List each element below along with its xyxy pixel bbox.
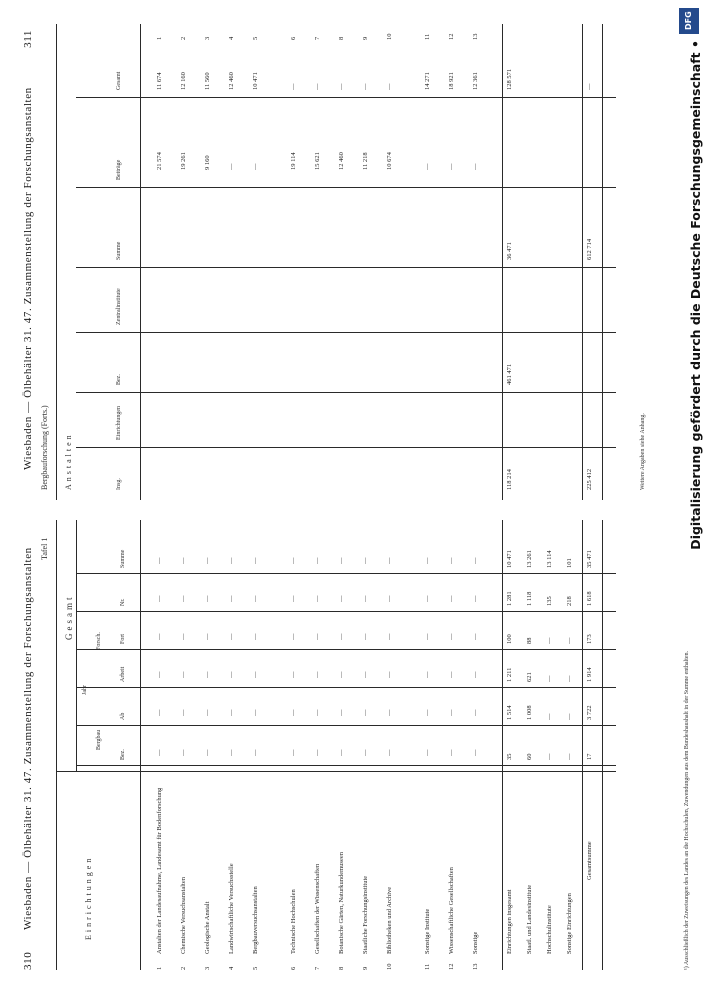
row-value: — xyxy=(314,557,321,564)
row-value: — xyxy=(338,709,345,716)
sum-value: 135 xyxy=(546,596,553,606)
row-value: — xyxy=(156,749,163,756)
row-number: 3 xyxy=(204,966,211,970)
right-row-value: 5 xyxy=(252,36,259,40)
right-row-value: 14 271 xyxy=(424,72,431,90)
right-row-value: 10 471 xyxy=(252,72,259,90)
left-col-divider xyxy=(76,766,616,767)
table-bottom-rule xyxy=(602,520,603,970)
left-col-divider xyxy=(76,688,616,689)
right-row-value: — xyxy=(424,163,431,170)
right-total-value: — xyxy=(586,83,593,90)
right-column-group: Anstalten xyxy=(64,432,73,490)
sum-label: Einrichtungen insgesamt xyxy=(506,889,513,954)
total-value: 1 914 xyxy=(586,667,593,682)
row-value: — xyxy=(448,749,455,756)
right-row-value: 12 361 xyxy=(472,72,479,90)
row-value: — xyxy=(424,633,431,640)
row-value: — xyxy=(314,749,321,756)
right-sum-rule xyxy=(502,24,503,500)
right-sum-value: 461 471 xyxy=(506,363,513,385)
right-row-value: 2 xyxy=(180,36,187,40)
row-number: 6 xyxy=(290,966,297,970)
left-col-head: Ab xyxy=(120,712,126,720)
row-label: Bibliotheken und Archive xyxy=(386,886,393,954)
row-value: — xyxy=(362,709,369,716)
row-value: — xyxy=(424,709,431,716)
row-value: — xyxy=(180,595,187,602)
row-number: 13 xyxy=(472,963,479,970)
row-value: — xyxy=(204,749,211,756)
row-value: — xyxy=(362,671,369,678)
right-header-bottom-rule xyxy=(140,24,141,500)
row-value: — xyxy=(472,633,479,640)
row-label: Sonstige xyxy=(472,931,479,954)
sum-value: 60 xyxy=(526,753,533,760)
right-col-divider xyxy=(76,393,616,394)
stub-heading: Einrichtungen xyxy=(84,855,93,940)
sum-value: — xyxy=(546,753,553,760)
sum-value: 10 471 xyxy=(506,550,513,568)
right-col-divider xyxy=(76,448,616,449)
right-row-value: 12 460 xyxy=(338,152,345,170)
right-row-value: — xyxy=(228,163,235,170)
row-value: — xyxy=(424,595,431,602)
left-col-divider xyxy=(76,574,616,575)
sum-value: 621 xyxy=(526,672,533,682)
sum-value: 13 261 xyxy=(526,550,533,568)
row-value: — xyxy=(290,671,297,678)
sum-value: — xyxy=(566,713,573,720)
right-row-value: 6 xyxy=(290,36,297,40)
sum-value: — xyxy=(546,675,553,682)
right-row-value: — xyxy=(338,83,345,90)
row-number: 4 xyxy=(228,966,235,970)
row-value: — xyxy=(424,557,431,564)
row-value: — xyxy=(362,749,369,756)
sum-value: — xyxy=(566,753,573,760)
sum-label: Hochschulinstitute xyxy=(546,905,553,954)
row-number: 8 xyxy=(338,966,345,970)
left-col-head: Arbeit xyxy=(120,666,126,682)
row-value: — xyxy=(290,709,297,716)
row-value: — xyxy=(252,633,259,640)
left-footnote: ¹) Ausschließlich der Zuweisungen des Landes an die Hochschulen, Zuwendungen aus dem Bundeshaushalt in der Summe enthalten. xyxy=(684,650,690,970)
row-number: 7 xyxy=(314,966,321,970)
right-sum-value: 118 214 xyxy=(506,469,513,490)
sum-value: — xyxy=(566,637,573,644)
header-subrule xyxy=(76,520,77,772)
right-col-head: Insg. xyxy=(116,478,122,490)
left-header-text: Wiesbaden — Ölbehälter 31. 47. Zusammenstellung der Forschungsanstalten xyxy=(22,547,34,930)
row-value: — xyxy=(156,557,163,564)
total-value: 173 xyxy=(586,634,593,644)
row-value: — xyxy=(228,749,235,756)
row-value: — xyxy=(228,709,235,716)
row-value: — xyxy=(472,671,479,678)
right-row-value: 9 xyxy=(362,36,369,40)
right-total-value: 225 412 xyxy=(586,468,593,490)
row-value: — xyxy=(448,709,455,716)
right-row-value: 12 460 xyxy=(228,72,235,90)
subgroup3: Forsch. xyxy=(96,632,102,650)
row-number: 11 xyxy=(424,963,431,970)
row-value: — xyxy=(386,595,393,602)
row-value: — xyxy=(228,671,235,678)
right-row-value: — xyxy=(252,163,259,170)
row-number: 10 xyxy=(386,963,393,970)
total-value: 17 xyxy=(586,753,593,760)
row-value: — xyxy=(472,557,479,564)
right-row-value: — xyxy=(290,83,297,90)
left-col-head: Nr. xyxy=(120,598,126,606)
right-row-value: 3 xyxy=(204,36,211,40)
row-label: Bergbauversuchsanstalten xyxy=(252,886,259,954)
sum-value: — xyxy=(546,637,553,644)
sum-value: 100 xyxy=(506,634,513,644)
right-row-value: 13 xyxy=(472,33,479,40)
row-value: — xyxy=(156,709,163,716)
row-value: — xyxy=(156,671,163,678)
row-label: Geologische Anstalt xyxy=(204,901,211,954)
row-value: — xyxy=(204,595,211,602)
right-header-rule xyxy=(56,24,57,500)
right-col-head: Beiträge xyxy=(116,159,122,180)
right-total-value: 612 714 xyxy=(586,238,593,260)
left-col-head: Fort xyxy=(120,633,126,644)
sum-value: — xyxy=(566,675,573,682)
row-value: — xyxy=(314,709,321,716)
header-rule xyxy=(56,520,57,970)
row-value: — xyxy=(204,633,211,640)
row-label: Staatliche Forschungsinstitute xyxy=(362,875,369,954)
row-label: Anstalten der Landesaufnahme, Landesamt für Bodenforschung xyxy=(156,787,163,954)
right-sub-header: Bergbauforschung (Forts.) xyxy=(40,405,49,490)
row-value: — xyxy=(362,557,369,564)
sum-value: 1 514 xyxy=(506,705,513,720)
row-value: — xyxy=(252,595,259,602)
row-value: — xyxy=(338,595,345,602)
right-row-value: 21 574 xyxy=(156,152,163,170)
row-value: — xyxy=(314,633,321,640)
right-col-head: Gesamt xyxy=(116,71,122,90)
total-rule xyxy=(582,520,583,970)
sum-value: 13 114 xyxy=(546,550,553,568)
row-value: — xyxy=(156,595,163,602)
row-value: — xyxy=(252,671,259,678)
right-row-value: — xyxy=(448,163,455,170)
row-value: — xyxy=(386,749,393,756)
row-label: Botanische Gärten, Naturkundemuseen xyxy=(338,852,345,954)
total-value: 3 722 xyxy=(586,705,593,720)
row-value: — xyxy=(290,595,297,602)
left-page xyxy=(0,510,707,1000)
right-col-head: Bez. xyxy=(116,374,122,385)
row-value: — xyxy=(156,633,163,640)
sum-value: 1 281 xyxy=(506,591,513,606)
row-label: Sonstige Institute xyxy=(424,908,431,954)
right-col-head: Einrichtungen xyxy=(116,406,122,440)
sum-value: 101 xyxy=(566,558,573,568)
right-col-divider xyxy=(76,333,616,334)
row-value: — xyxy=(228,557,235,564)
row-value: — xyxy=(472,595,479,602)
right-row-value: 12 160 xyxy=(180,72,187,90)
row-value: — xyxy=(314,671,321,678)
row-value: — xyxy=(180,633,187,640)
row-value: — xyxy=(472,749,479,756)
right-row-value: 19 261 xyxy=(180,152,187,170)
sum-value: 35 xyxy=(506,753,513,760)
right-row-value: 4 xyxy=(228,36,235,40)
row-label: Wissenschaftliche Gesellschaften xyxy=(448,867,455,954)
row-value: — xyxy=(424,671,431,678)
right-row-value: 8 xyxy=(338,36,345,40)
right-col-divider xyxy=(76,98,616,99)
row-value: — xyxy=(290,633,297,640)
row-value: — xyxy=(180,557,187,564)
sum-value: 1 211 xyxy=(506,667,513,682)
row-value: — xyxy=(228,633,235,640)
row-value: — xyxy=(386,671,393,678)
column-group: Gesamt xyxy=(64,594,74,640)
left-col-head: Bez. xyxy=(120,749,126,760)
row-number: 9 xyxy=(362,966,369,970)
row-value: — xyxy=(290,749,297,756)
right-row-value: 1 xyxy=(156,36,163,40)
row-value: — xyxy=(314,595,321,602)
right-row-value: 18 921 xyxy=(448,72,455,90)
left-page-number: 310 xyxy=(22,951,34,970)
right-header-text: Wiesbaden — Ölbehälter 31. 47. Zusammenstellung der Forschungsanstalten xyxy=(22,87,34,470)
row-value: — xyxy=(362,633,369,640)
right-col-divider xyxy=(76,188,616,189)
right-col-head: Summe xyxy=(116,241,122,260)
sum-value: 1 118 xyxy=(526,591,533,606)
right-footnote: Weitere Angaben siehe Anhang. xyxy=(640,413,646,490)
right-row-value: 11 674 xyxy=(156,72,163,90)
sum-value: 88 xyxy=(526,637,533,644)
sum-value: 1 008 xyxy=(526,705,533,720)
right-col-head: Zentralinstitute xyxy=(116,288,122,325)
total-label: Gesamtsumme xyxy=(586,841,593,880)
row-value: — xyxy=(180,671,187,678)
total-value: 35 471 xyxy=(586,550,593,568)
row-label: Landwirtschaftliche Versuchsstelle xyxy=(228,863,235,954)
row-number: 5 xyxy=(252,966,259,970)
row-label: Gesellschaften der Wissenschaften xyxy=(314,863,321,954)
row-number: 2 xyxy=(180,966,187,970)
row-value: — xyxy=(338,557,345,564)
total-value: 1 618 xyxy=(586,591,593,606)
subgroup2: Bergbau xyxy=(96,729,102,750)
sum-value: — xyxy=(546,713,553,720)
row-value: — xyxy=(338,671,345,678)
right-row-value: 11 560 xyxy=(204,72,211,90)
right-total-rule xyxy=(582,24,583,500)
row-value: — xyxy=(252,557,259,564)
left-col-head: Summe xyxy=(120,549,126,568)
row-value: — xyxy=(180,709,187,716)
row-value: — xyxy=(472,709,479,716)
left-col-divider xyxy=(76,650,616,651)
left-col-divider xyxy=(76,726,616,727)
row-label: Technische Hochschulen xyxy=(290,889,297,954)
row-value: — xyxy=(228,595,235,602)
sum-label: Sonstige Einrichtungen xyxy=(566,893,573,954)
right-row-value: 9 160 xyxy=(204,155,211,170)
row-value: — xyxy=(204,557,211,564)
row-number: 12 xyxy=(448,963,455,970)
right-row-value: — xyxy=(314,83,321,90)
right-row-value: — xyxy=(362,83,369,90)
row-value: — xyxy=(362,595,369,602)
row-value: — xyxy=(204,709,211,716)
right-row-value: — xyxy=(386,83,393,90)
header-bottom-rule xyxy=(140,520,141,970)
row-value: — xyxy=(448,671,455,678)
dfg-watermark: Digitalisierung gefördert durch die Deutsche Forschungsgemeinschaft • xyxy=(688,40,703,550)
right-row-value: 15 621 xyxy=(314,152,321,170)
row-value: — xyxy=(448,595,455,602)
right-col-divider xyxy=(76,268,616,269)
row-value: — xyxy=(338,749,345,756)
row-value: — xyxy=(386,709,393,716)
table-label: Tafel 1 xyxy=(40,537,49,560)
right-row-value: 11 xyxy=(424,33,431,40)
right-row-value: — xyxy=(472,163,479,170)
row-number: 1 xyxy=(156,966,163,970)
row-value: — xyxy=(338,633,345,640)
right-row-value: 10 674 xyxy=(386,152,393,170)
right-sum-value: 36 471 xyxy=(506,242,513,260)
right-row-value: 19 114 xyxy=(290,152,297,170)
right-sum-value: 128 571 xyxy=(506,68,513,90)
row-value: — xyxy=(386,633,393,640)
sum-label: Staatl. und Landesinstitute xyxy=(526,884,533,954)
row-value: — xyxy=(386,557,393,564)
row-value: — xyxy=(290,557,297,564)
row-value: — xyxy=(252,749,259,756)
row-value: — xyxy=(424,749,431,756)
right-row-value: 10 xyxy=(386,33,393,40)
row-value: — xyxy=(448,557,455,564)
row-value: — xyxy=(252,709,259,716)
right-bottom-rule xyxy=(602,24,603,500)
dfg-logo: DFG xyxy=(679,8,699,34)
row-value: — xyxy=(448,633,455,640)
row-value: — xyxy=(180,749,187,756)
sum-rule xyxy=(502,520,503,970)
right-page-number: 311 xyxy=(22,30,34,48)
left-col-divider xyxy=(76,612,616,613)
subgroup: Jahr xyxy=(82,685,88,695)
right-row-value: 12 xyxy=(448,33,455,40)
row-value: — xyxy=(204,671,211,678)
sum-value: 218 xyxy=(566,596,573,606)
right-row-value: 11 218 xyxy=(362,152,369,170)
row-label: Chemische Versuchsanstalten xyxy=(180,877,187,954)
right-row-value: 7 xyxy=(314,36,321,40)
